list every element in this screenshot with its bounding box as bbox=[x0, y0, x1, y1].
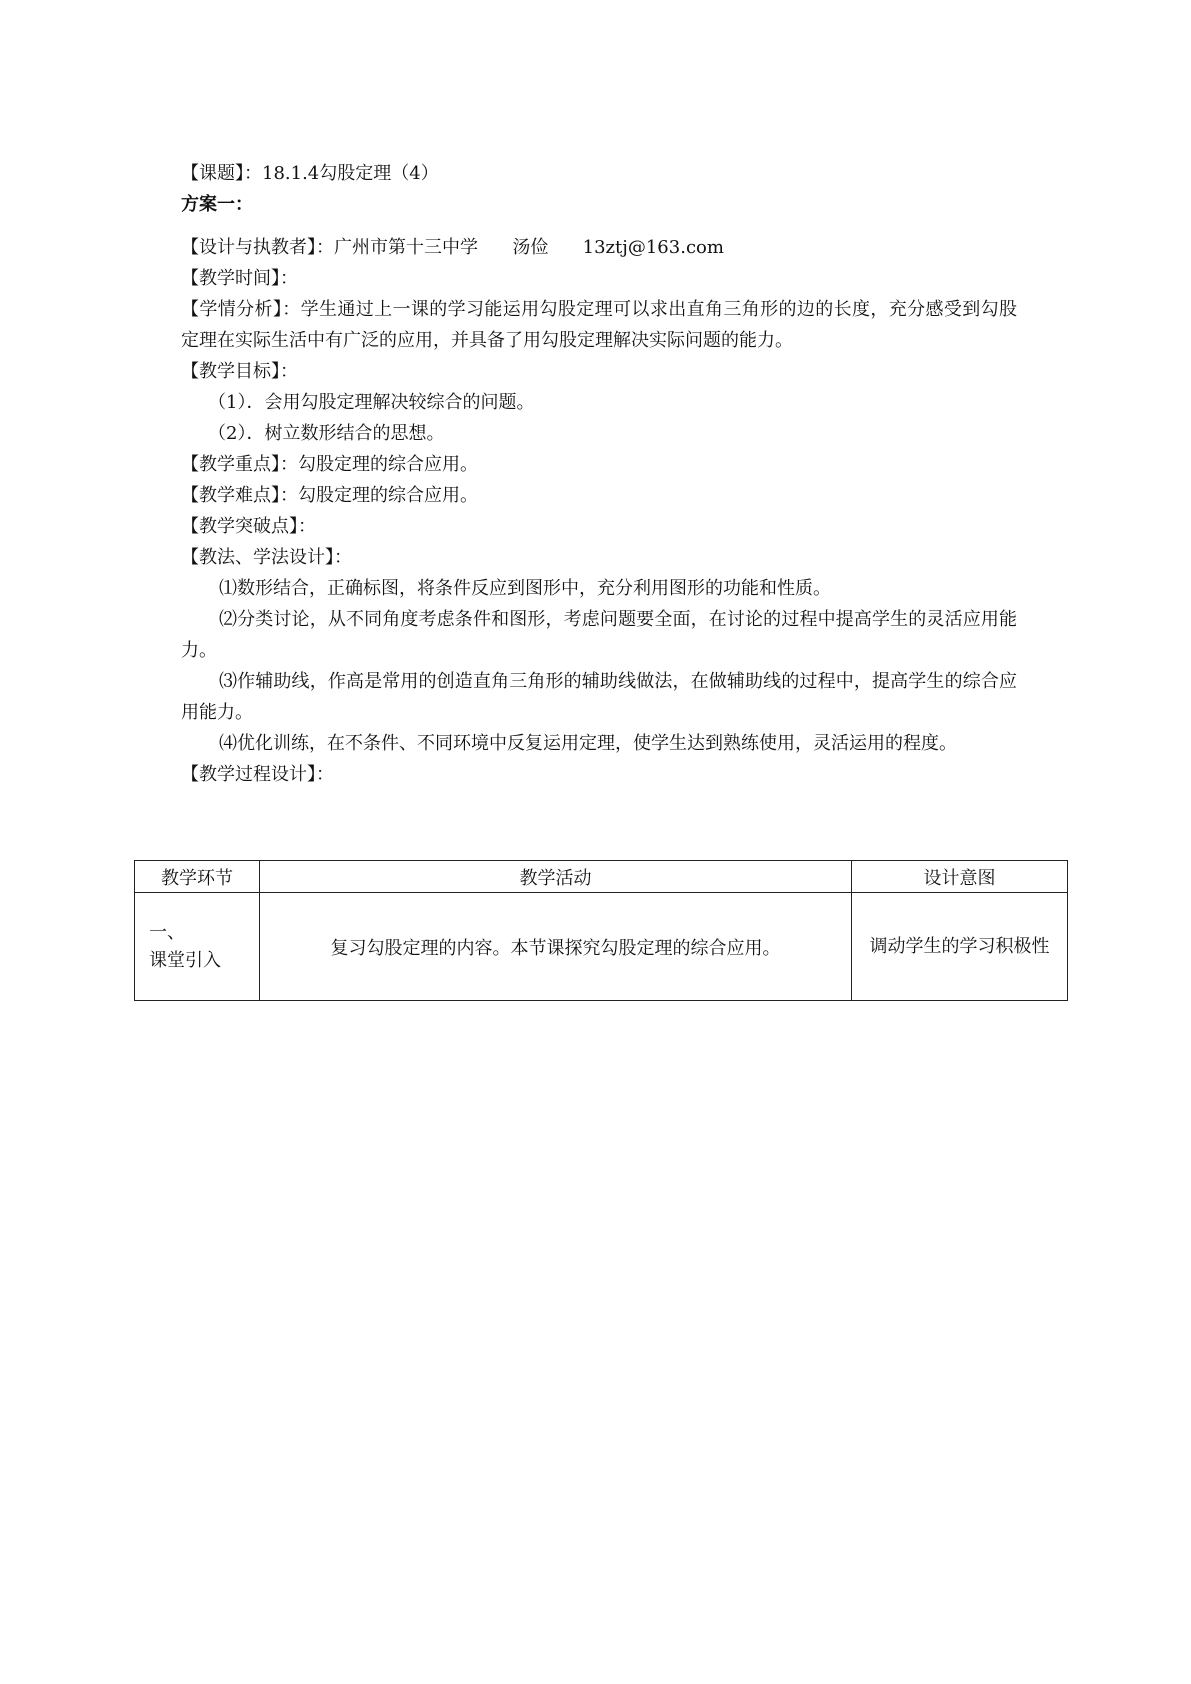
lesson-plan-body bbox=[181, 158, 1017, 790]
method-item: ⑵分类讨论，从不同角度考虑条件和图形，考虑问题要全面，在讨论的过程中提高学生的灵活应用能力。 bbox=[181, 609, 1017, 661]
table-row bbox=[135, 893, 1068, 1001]
teaching-time: 【教学时间】： bbox=[181, 268, 298, 289]
header-activity: 教学活动 bbox=[260, 861, 852, 893]
student-analysis: 【学情分析】：学生通过上一课的学习能运用勾股定理可以求出直角三角形的边的长度，充分感受到勾股定理在实际生活中有广泛的应用，并具备了用勾股定理解决实际问题的能力。 bbox=[181, 299, 1017, 351]
method-item: ⑶作辅助线，作高是常用的创造直角三角形的辅助线做法，在做辅助线的过程中，提高学生的综合应用能力。 bbox=[181, 671, 1017, 723]
plan-heading: 方案一： bbox=[181, 194, 253, 215]
objectives-label: 【教学目标】： bbox=[181, 361, 298, 382]
breakthrough-point: 【教学突破点】： bbox=[181, 516, 316, 537]
objective-item: （1）．会用勾股定理解决较综合的问题。 bbox=[208, 392, 535, 413]
process-table bbox=[134, 860, 1068, 1001]
lesson-topic: 【课题】：18.1.4勾股定理（4） bbox=[181, 163, 439, 184]
header-stage: 教学环节 bbox=[135, 861, 260, 893]
method-item: ⑷优化训练，在不条件、不同环境中反复运用定理，使学生达到熟练使用，灵活运用的程度。 bbox=[219, 733, 957, 754]
stage-cell bbox=[135, 893, 260, 1001]
process-label: 【教学过程设计】： bbox=[181, 764, 334, 785]
stage-number: 一、 bbox=[149, 921, 185, 943]
key-point: 【教学重点】：勾股定理的综合应用。 bbox=[181, 454, 478, 475]
header-intent: 设计意图 bbox=[852, 861, 1068, 893]
intent-cell: 调动学生的学习积极性 bbox=[852, 893, 1068, 1001]
objective-item: （2）．树立数形结合的思想。 bbox=[208, 423, 445, 444]
difficult-point: 【教学难点】：勾股定理的综合应用。 bbox=[181, 485, 478, 506]
table-header-row bbox=[135, 861, 1068, 893]
stage-name: 课堂引入 bbox=[149, 949, 221, 971]
method-item: ⑴数形结合，正确标图，将条件反应到图形中，充分利用图形的功能和性质。 bbox=[219, 578, 831, 599]
designer-line: 【设计与执教者】：广州市第十三中学 汤俭 13ztj@163.com bbox=[181, 237, 724, 258]
methods-label: 【教法、学法设计】： bbox=[181, 547, 352, 568]
activity-cell: 复习勾股定理的内容。本节课探究勾股定理的综合应用。 bbox=[260, 893, 852, 1001]
